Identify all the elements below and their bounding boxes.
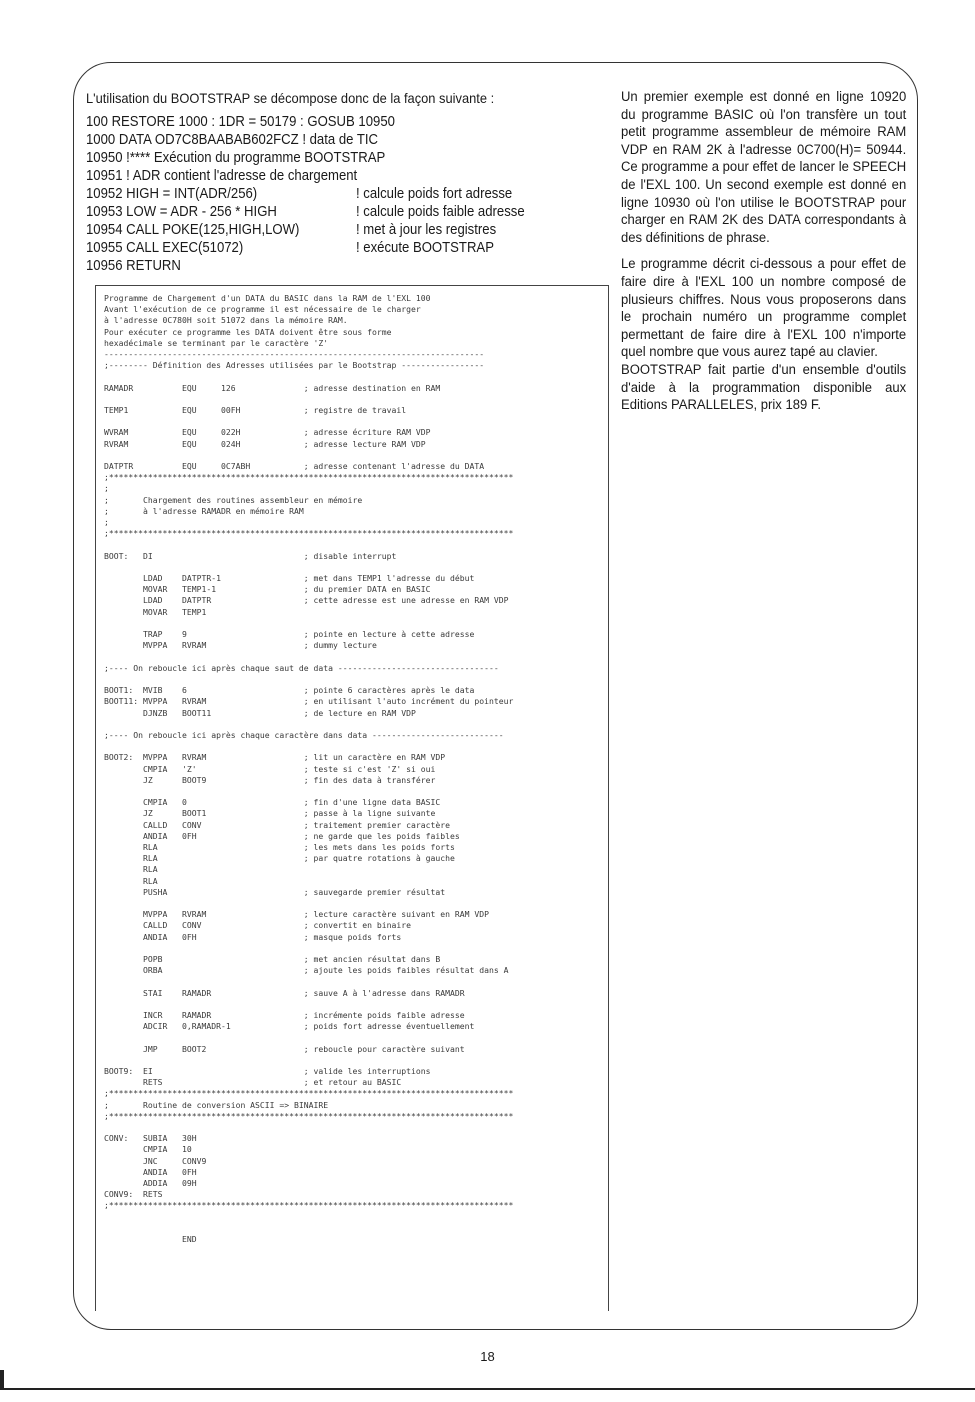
- assembly-listing: Programme de Chargement d'un DATA du BASIC dans la RAM de l'EXL 100 Avant l'exécution de ce programme il est nécessaire de le charger à l'adresse 0C780H soit 51072 dans la mémoire RAM. Pour exécuter ce programme les DATA doivent être sous forme hexadécimale se terminant par le caractère 'Z' ------------------------------------------------------------------------------ ;-------- Définition des Adresses utilisées par le Bootstrap ----------------- RAMADR EQU 126 ; adresse destination en RAM TEMP1 EQU 00FH ; registre de travail WVRAM EQU 022H ; adresse écriture RAM VDP RVRAM EQU 024H ; adresse lecture RAM VDP DATPTR EQU 0C7ABH ; adresse contenant l'adresse du DATA ;*********************************************************************************** ; ; Chargement des routines assembleur en mémoire ; à l'adresse RAMADR en mémoire RAM ; ;*********************************************************************************** BOOT: DI ; disable interrupt LDAD DATPTR-1 ; met dans TEMP1 l'adresse du début MOVAR TEMP1-1 ; du premier DATA en BASIC LDAD DATPTR ; cette adresse est une adresse en RAM VDP MOVAR TEMP1 TRAP 9 ; pointe en lecture à cette adresse MVPPA RVRAM ; dummy lecture ;---- On reboucle ici après chaque saut de data --------------------------------- BOOT1: MVIB 6 ; pointe 6 caractères après le data BOOT11: MVPPA RVRAM ; en utilisant l'auto incrément du pointeur DJNZB BOOT11 ; de lecture en RAM VDP ;---- On reboucle ici après chaque caractère dans data --------------------------- BOOT2: MVPPA RVRAM ; lit un caractère en RAM VDP CMPIA 'Z' ; teste si c'est 'Z' si oui JZ BOOT9 ; fin des data à transférer CMPIA 0 ; fin d'une ligne data BASIC JZ BOOT1 ; passe à la ligne suivante CALLD CONV ; traitement premier caractère ANDIA 0FH ; ne garde que les poids faibles RLA ; les mets dans les poids forts RLA ; par quatre rotations à gauche RLA RLA PUSHA ; sauvegarde premier résultat MVPPA RVRAM ; lecture caractère suivant en RAM VDP CALLD CONV ; convertit en binaire ANDIA 0FH ; masque poids forts POPB ; met ancien résultat dans B ORBA ; ajoute les poids faibles résultat dans A STAI RAMADR ; sauve A à l'adresse dans RAMADR INCR RAMADR ; incrémente poids faible adresse ADCIR 0,RAMADR-1 ; poids fort adresse éventuellement JMP BOOT2 ; reboucle pour caractère suivant BOOT9: EI ; valide les interruptions RETS ; et retour au BASIC ;*********************************************************************************** ; Routine de conversion ASCII => BINAIRE ;*********************************************************************************** CONV: SUBIA 30H CMPIA 10 JNC CONV9 ANDIA 0FH ADDIA 09H CONV9: RETS ;*********************************************************************************** END: [104, 293, 514, 1245]
- paragraph-examples: Un premier exemple est donné en ligne 10920 du programme BASIC où l'on transfère un tout petit programme assembleur de mémoire RAM VDP en RAM 2K à l'adresse 0C700(H)= 50944. Ce programme a pour effet de lancer le SPEECH de l'EXL 100. Un second exemple est donné en ligne 10930 où l'on utilise le BOOTSTRAP pour charger en RAM 2K des DATA correspondants à des définitions de phrase.: [621, 89, 907, 246]
- basic-comment: ! calcule poids faible adresse: [356, 204, 525, 220]
- basic-statement: 10952 HIGH = INT(ADR/256): [86, 186, 258, 202]
- basic-code-line: [86, 203, 554, 221]
- paragraph-program-description: Le programme décrit ci-dessous a pour effet de faire dire à l'EXL 100 un nombre composé de plusieurs chiffres. Nous vous proposerons dans le prochain numéro un programme complet permettant de faire dire à l'EXL 100 n'importe quel nombre que vous aurez tapé au clavier.: [621, 256, 907, 361]
- basic-code-line: [86, 113, 554, 131]
- basic-comment: ! exécute BOOTSTRAP: [356, 240, 494, 256]
- basic-code-line: [86, 167, 554, 185]
- paragraph-bootstrap-tools: BOOTSTRAP fait partie d'un ensemble d'outils d'aide à la programmation disponible aux Editions PARALLELES, prix 189 F.: [621, 361, 907, 414]
- basic-statement: 10956 RETURN: [86, 258, 181, 274]
- basic-code-line: [86, 149, 554, 167]
- basic-code-line: [86, 257, 554, 275]
- basic-code-block: [86, 113, 554, 275]
- basic-statement: 10951 ! ADR contient l'adresse de chargement: [86, 168, 358, 184]
- right-column: [621, 89, 906, 424]
- page-number: 18: [480, 1349, 495, 1364]
- basic-comment: ! met à jour les registres: [356, 222, 497, 238]
- assembly-listing-box: [95, 285, 609, 1311]
- intro-text: L'utilisation du BOOTSTRAP se décompose donc de la façon suivante :: [86, 90, 495, 106]
- basic-code-line: [86, 221, 554, 239]
- basic-code-line: [86, 185, 554, 203]
- basic-code-line: [86, 239, 554, 257]
- basic-statement: 10954 CALL POKE(125,HIGH,LOW): [86, 222, 300, 238]
- binding-edge: [0, 1388, 975, 1390]
- basic-comment: ! calcule poids fort adresse: [356, 186, 513, 202]
- binding-mark: [0, 1370, 4, 1390]
- left-column: [86, 89, 606, 275]
- basic-statement: 100 RESTORE 1000 : 1DR = 50179 : GOSUB 10950: [86, 114, 395, 130]
- basic-statement: 10953 LOW = ADR - 256 * HIGH: [86, 204, 277, 220]
- basic-code-line: [86, 131, 554, 149]
- basic-statement: 10950 !**** Exécution du programme BOOTSTRAP: [86, 150, 386, 166]
- basic-statement: 1000 DATA OD7C8BAABAB602FCZ ! data de TIC: [86, 132, 379, 148]
- basic-statement: 10955 CALL EXEC(51072): [86, 240, 244, 256]
